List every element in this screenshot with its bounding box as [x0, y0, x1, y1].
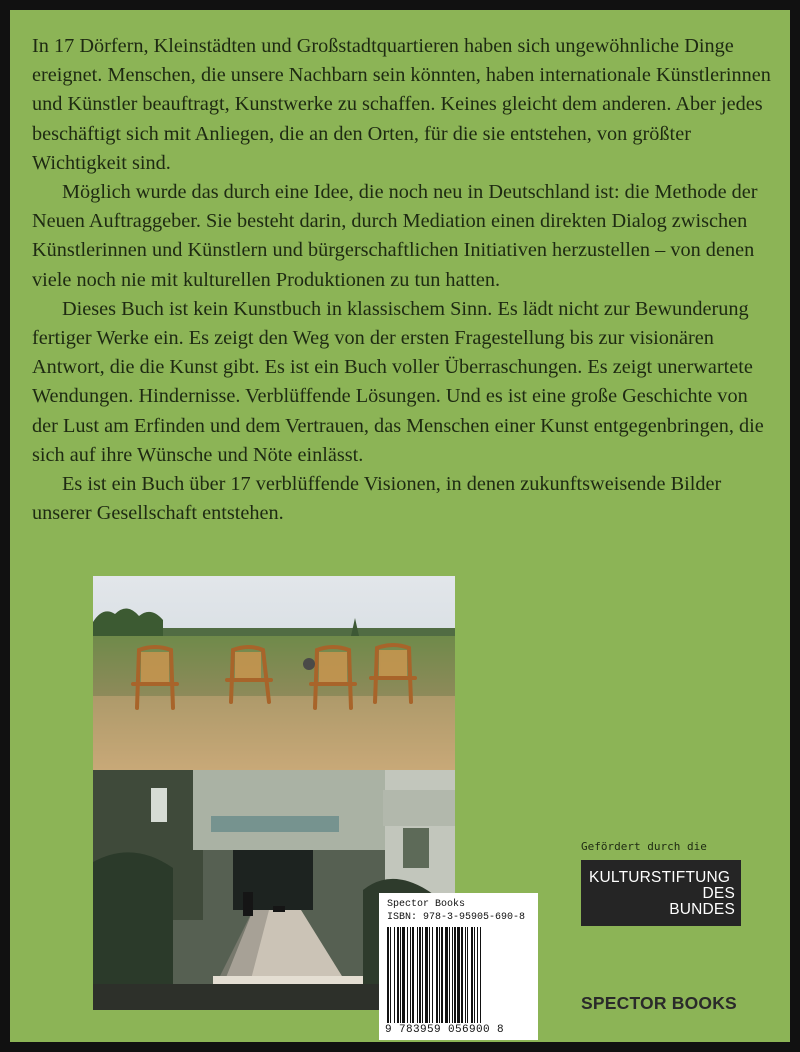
logo-line-3: BUNDES	[669, 901, 735, 918]
barcode-stripe	[407, 927, 408, 1023]
barcode-stripe	[474, 927, 475, 1023]
barcode-isbn: ISBN: 978-3-95905-690-8	[387, 912, 526, 923]
logo-line-1: KULTURSTIFTUNG	[589, 869, 731, 886]
barcode-stripe	[412, 927, 414, 1023]
barcode-stripe	[441, 927, 443, 1023]
blurb-paragraph-3: Dieses Buch ist kein Kunstbuch in klassischem Sinn. Es lädt nicht zur Bewunderung fertiger Werke ein. Es zeigt den Weg von der ersten Fragestellung bis zur visionären Antwort, die die Kunst gibt. Es ist ein Buch voller Überraschungen. Es zeigt unerwartete Wendungen. Hindernisse. Verblüffende Lösungen. Und es ist eine große Geschichte von der Lust am Erfinden und dem Vertrauen, das Menschen einer Kunst entgegenbringen, die sich auf ihre Wünsche und Nöte einlässt.	[32, 297, 764, 466]
barcode-stripe	[465, 927, 466, 1023]
barcode-stripe	[432, 927, 433, 1023]
barcode-publisher: Spector Books	[387, 899, 466, 910]
logo-line-2: DES	[702, 885, 735, 902]
barcode-stripe	[397, 927, 399, 1023]
barcode-stripe	[445, 927, 448, 1023]
barcode-stripe	[454, 927, 456, 1023]
barcode-stripe	[480, 927, 481, 1023]
blurb-paragraph-4: Es ist ein Buch über 17 verblüffende Visionen, in denen zukunftsweisende Bilder unserer Gesellschaft entstehen.	[32, 473, 722, 525]
barcode-stripe	[387, 927, 389, 1023]
barcode-stripe	[410, 927, 411, 1023]
barcode-stripe	[419, 927, 421, 1023]
barcode-stripe	[477, 927, 478, 1023]
blurb-paragraph-1: In 17 Dörfern, Kleinstädten und Großstadtquartieren haben sich ungewöhnliche Dinge ereignet. Menschen, die unsere Nachbarn sein könnten, haben internationale Künstlerinnen und Künstler beauftragt, Kunstwerke zu schaffen. Keines gleicht dem anderen. Aber jedes beschäftigt sich mit Anliegen, die an den Orten, für die sie entstehen, von größter Wichtigkeit sind.	[32, 35, 771, 174]
funding-label: Gefördert durch die	[581, 840, 707, 853]
barcode-stripe	[457, 927, 460, 1023]
photo-chairs-in-meadow	[93, 576, 455, 770]
barcode-digits: 9 783959 056900 8	[385, 1024, 505, 1036]
publisher-logo: SPECTOR BOOKS	[581, 993, 737, 1013]
barcode-stripe	[452, 927, 453, 1023]
barcode-stripe	[390, 927, 391, 1023]
barcode-stripe	[439, 927, 440, 1023]
barcode-stripe	[425, 927, 428, 1023]
barcode-stripe	[449, 927, 450, 1023]
kulturstiftung-logo	[581, 860, 741, 926]
blurb-text	[32, 32, 772, 528]
barcode-stripe	[402, 927, 405, 1023]
book-back-cover	[10, 10, 790, 1042]
barcode-stripe	[461, 927, 463, 1023]
barcode-stripe	[394, 927, 395, 1023]
barcode-stripe	[422, 927, 423, 1023]
barcode-bars	[387, 927, 530, 1023]
blurb-paragraph-2: Möglich wurde das durch eine Idee, die noch neu in Deutschland ist: die Methode der Neuen Auftraggeber. Sie besteht darin, durch Mediation einen direkten Dialog zwischen Künstlerinnen und Künstlern und bürgerschaftlichen Initiativen herzustellen – von denen viele noch nie mit kulturellen Produktionen zu tun hatten.	[32, 181, 758, 291]
barcode-stripe	[417, 927, 418, 1023]
barcode-stripe	[400, 927, 401, 1023]
barcode-stripe	[429, 927, 430, 1023]
barcode-stripe	[471, 927, 473, 1023]
barcode-stripe	[436, 927, 438, 1023]
barcode-stripe	[467, 927, 468, 1023]
isbn-barcode-label	[379, 893, 538, 1040]
